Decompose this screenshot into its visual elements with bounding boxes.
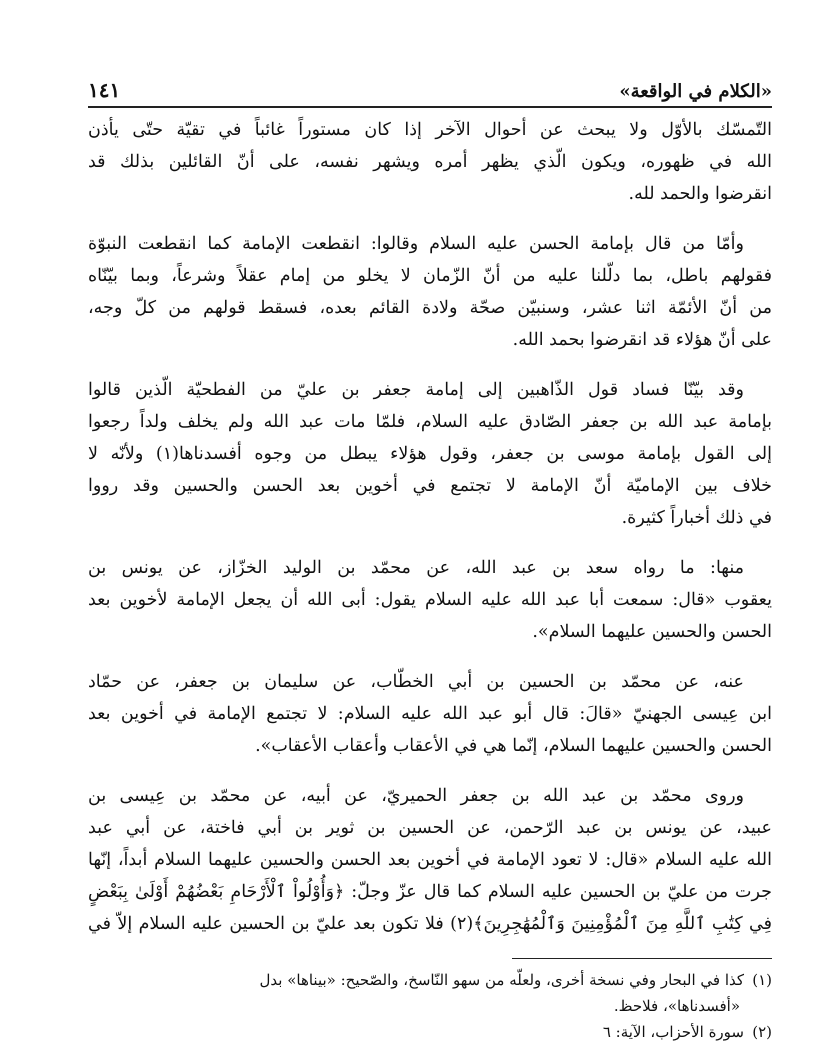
text-line: عنه، عن محمّد بن الحسين بن أبي الخطّاب، عن سليمان بن جعفر، عن حمّاد [88, 672, 744, 692]
text-line: يعقوب «قال: سمعت أبا عبد الله عليه السلام يقول: أبى الله أن يجعل الإمامة لأخوين بعد [88, 590, 772, 610]
text-line: إلى القول بإمامة موسى بن جعفر، وقول هؤلاء يبطل من وجوه أفسدناها(١) ولأنّه لا [88, 444, 772, 464]
footnote-text: سورة الأحزاب، الآية: ٦ [602, 1023, 744, 1041]
footnote [88, 1019, 772, 1045]
text-line: على أنّ هؤلاء قد انقرضوا بحمد الله. [512, 330, 772, 350]
text-line: وقد بيّنّا فساد قول الذّاهبين إلى إمامة جعفر بن عليّ من الفطحيّة الّذين قالوا [88, 380, 744, 400]
text-line: فِي كِتَٰبِ ٱللَّهِ مِنَ ٱلْمُؤْمِنِينَ وَٱلْمُهَٰجِرِينَ﴾(٢) فلا تكون بعد عليّ بن الحسين عليه السلام إلاّ في [88, 914, 773, 934]
book-page [88, 72, 772, 1045]
text-line: جرت من عليّ بن الحسين عليه السلام كما قال عزّ وجلّ: ﴿وَأُوْلُواْ ٱلْأَرْحَامِ بَعْضُهُمْ أَوْلَىٰ بِبَعْضٍ [88, 882, 772, 902]
paragraph [88, 374, 772, 534]
text-line: الحسن والحسين عليهما السلام». [532, 622, 772, 642]
text-line: من أنّ الأئمّة اثنا عشر، وسنبيّن صحّة ولادة القائم بعده، فسقط قولهم من كلّ وجه، [88, 298, 772, 318]
paragraph [88, 114, 772, 210]
paragraph [88, 228, 772, 356]
main-text [88, 114, 772, 940]
paragraph [88, 780, 772, 940]
footnote-text: «أفسدناها»، فلاحظ. [613, 997, 740, 1015]
text-line: التّمسّك بالأوّل ولا يبحث عن أحوال الآخر إذا كان مستوراً غائباً في تقيّة حتّى يأذن [88, 120, 772, 140]
text-line: منها: ما رواه سعد بن عبد الله، عن محمّد بن الوليد الخزّاز، عن يونس بن [88, 558, 744, 578]
text-line: انقرضوا والحمد لله. [628, 184, 772, 204]
footnote-number: (١) [752, 971, 772, 989]
footnotes [88, 967, 772, 1045]
text-line: وروى محمّد بن عبد الله بن جعفر الحميريّ، عن أبيه، عن محمّد بن عِيسى بن [88, 786, 744, 806]
paragraph [88, 552, 772, 648]
footnote [88, 967, 772, 1019]
text-line: الحسن والحسين عليهما السلام، إنّما هي في الأعقاب وأعقاب الأعقاب». [255, 736, 772, 756]
paragraph [88, 666, 772, 762]
page-header [88, 72, 772, 108]
footnote-text: كذا في البحار وفي نسخة أخرى، ولعلّه من سهو النّاسخ، والصّحيح: «بيناها» بدل [259, 971, 744, 989]
text-line: خلاف بين الإماميّة أنّ الإمامة لا تجتمع في أخوين بعد الحسن والحسين وقد رووا [88, 476, 772, 496]
page-number: ١٤١ [88, 78, 121, 102]
text-line: بإمامة عبد الله بن جعفر الصّادق عليه السلام، فلمّا مات عبد الله ولم يخلف ولداً رجعوا [88, 412, 772, 432]
text-line: الله في ظهوره، ويكون الّذي يظهر أمره ويشهر نفسه، على أنّ القائلين بذلك قد [88, 152, 772, 172]
text-line: عبيد، عن يونس بن عبد الرّحمن، عن الحسين بن ثوير بن أبي فاختة، عن أبي عبد [88, 818, 772, 838]
text-line: في ذلك أخباراً كثيرة. [621, 508, 772, 528]
text-line: وأمّا من قال بإمامة الحسن عليه السلام وقالوا: انقطعت الإمامة كما انقطعت النبوّة [88, 234, 744, 254]
text-line: الله عليه السلام «قال: لا تعود الإمامة في أخوين بعد الحسن والحسين عليهما السلام أبداً، إنّها [88, 850, 772, 870]
text-line: فقولهم باطل، بما دلّلنا عليه من أنّ الزّمان لا يخلو من إمام عقلاً وشرعاً، وبما بيّنّاه [88, 266, 772, 286]
footnote-number: (٢) [752, 1023, 772, 1041]
text-line: ابن عِيسى الجهنيّ «قالَ: قال أبو عبد الله عليه السلام: لا تجتمع الإمامة في أخوين بعد [88, 704, 772, 724]
running-title: «الكلام في الواقعة» [619, 81, 772, 102]
footnote-divider [512, 958, 772, 959]
